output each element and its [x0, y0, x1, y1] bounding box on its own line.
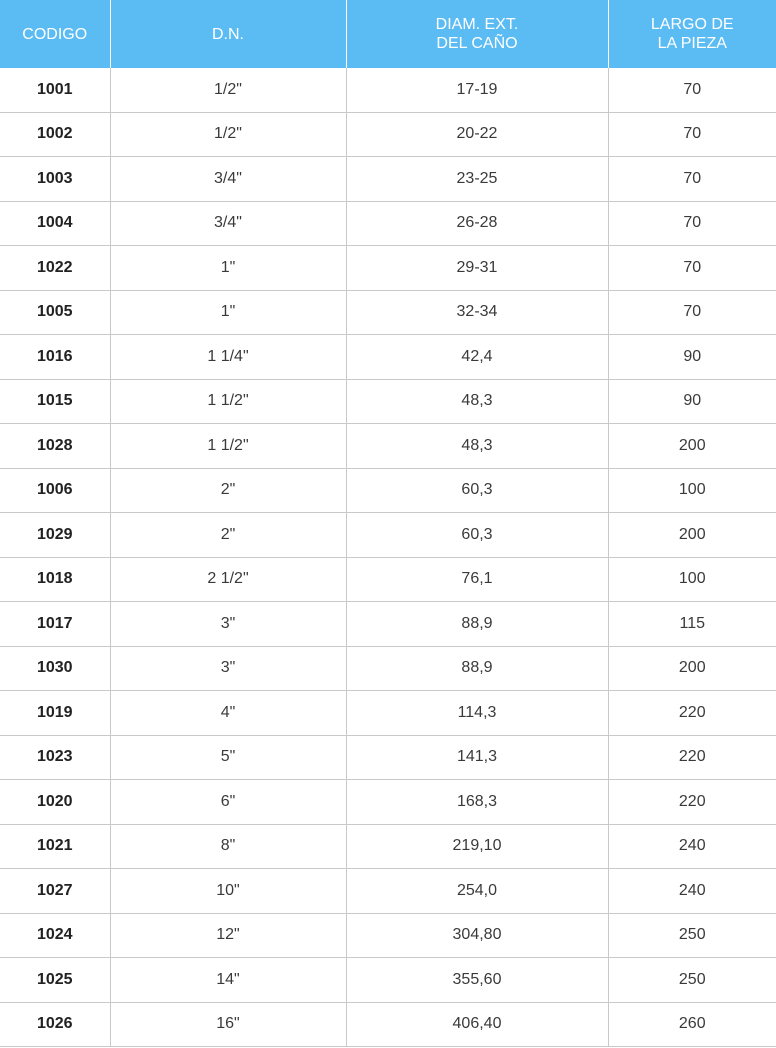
header-codigo	[0, 0, 110, 68]
cell-dn: 1"	[110, 246, 346, 291]
cell-codigo: 1027	[0, 869, 110, 914]
cell-largo: 90	[608, 379, 776, 424]
cell-largo: 200	[608, 513, 776, 558]
cell-diam-ext: 26-28	[346, 201, 608, 246]
table-row	[0, 201, 776, 246]
cell-largo: 70	[608, 201, 776, 246]
cell-codigo: 1001	[0, 68, 110, 112]
cell-dn: 14"	[110, 958, 346, 1003]
table-row	[0, 824, 776, 869]
cell-dn: 16"	[110, 1002, 346, 1047]
table-row	[0, 290, 776, 335]
cell-largo: 240	[608, 869, 776, 914]
cell-largo: 70	[608, 157, 776, 202]
cell-largo: 115	[608, 602, 776, 647]
cell-diam-ext: 20-22	[346, 112, 608, 157]
header-line: LARGO DE	[650, 16, 734, 33]
cell-codigo: 1026	[0, 1002, 110, 1047]
table-row	[0, 691, 776, 736]
cell-diam-ext: 88,9	[346, 602, 608, 647]
header-diam-ext	[346, 0, 608, 68]
cell-dn: 6"	[110, 780, 346, 825]
cell-diam-ext: 114,3	[346, 691, 608, 736]
cell-dn: 1 1/2"	[110, 379, 346, 424]
table-row	[0, 335, 776, 380]
cell-diam-ext: 304,80	[346, 913, 608, 958]
table-row	[0, 646, 776, 691]
cell-diam-ext: 355,60	[346, 958, 608, 1003]
cell-largo: 70	[608, 68, 776, 112]
cell-dn: 1/2"	[110, 112, 346, 157]
cell-dn: 2"	[110, 468, 346, 513]
header-dn	[110, 0, 346, 68]
cell-dn: 2 1/2"	[110, 557, 346, 602]
cell-largo: 250	[608, 958, 776, 1003]
cell-diam-ext: 88,9	[346, 646, 608, 691]
table-row	[0, 1002, 776, 1047]
cell-dn: 5"	[110, 735, 346, 780]
cell-codigo: 1020	[0, 780, 110, 825]
cell-diam-ext: 219,10	[346, 824, 608, 869]
cell-dn: 1"	[110, 290, 346, 335]
cell-largo: 70	[608, 246, 776, 291]
cell-largo: 100	[608, 557, 776, 602]
cell-diam-ext: 48,3	[346, 424, 608, 469]
cell-diam-ext: 60,3	[346, 513, 608, 558]
cell-dn: 3"	[110, 602, 346, 647]
header-row	[0, 0, 776, 68]
cell-largo: 70	[608, 290, 776, 335]
cell-diam-ext: 60,3	[346, 468, 608, 513]
table-row	[0, 246, 776, 291]
table-row	[0, 780, 776, 825]
cell-diam-ext: 76,1	[346, 557, 608, 602]
cell-largo: 220	[608, 691, 776, 736]
cell-largo: 260	[608, 1002, 776, 1047]
cell-codigo: 1021	[0, 824, 110, 869]
table-row	[0, 735, 776, 780]
cell-dn: 4"	[110, 691, 346, 736]
cell-codigo: 1015	[0, 379, 110, 424]
cell-dn: 1/2"	[110, 68, 346, 112]
cell-diam-ext: 168,3	[346, 780, 608, 825]
cell-dn: 3"	[110, 646, 346, 691]
cell-largo: 70	[608, 112, 776, 157]
cell-codigo: 1016	[0, 335, 110, 380]
cell-diam-ext: 17-19	[346, 68, 608, 112]
table-row	[0, 913, 776, 958]
cell-codigo: 1002	[0, 112, 110, 157]
header-line: DIAM. EXT.	[435, 16, 519, 33]
table-header	[0, 0, 776, 68]
table-row	[0, 379, 776, 424]
cell-dn: 3/4"	[110, 157, 346, 202]
cell-dn: 12"	[110, 913, 346, 958]
cell-largo: 90	[608, 335, 776, 380]
cell-codigo: 1030	[0, 646, 110, 691]
cell-dn: 1 1/4"	[110, 335, 346, 380]
table-row	[0, 958, 776, 1003]
table-row	[0, 602, 776, 647]
header-line: DEL CAÑO	[436, 35, 518, 52]
cell-codigo: 1022	[0, 246, 110, 291]
cell-codigo: 1023	[0, 735, 110, 780]
table-row	[0, 112, 776, 157]
cell-codigo: 1006	[0, 468, 110, 513]
cell-diam-ext: 141,3	[346, 735, 608, 780]
cell-diam-ext: 254,0	[346, 869, 608, 914]
cell-diam-ext: 23-25	[346, 157, 608, 202]
cell-largo: 240	[608, 824, 776, 869]
cell-dn: 2"	[110, 513, 346, 558]
header-largo	[608, 0, 776, 68]
cell-diam-ext: 406,40	[346, 1002, 608, 1047]
cell-largo: 220	[608, 780, 776, 825]
cell-largo: 200	[608, 424, 776, 469]
cell-codigo: 1028	[0, 424, 110, 469]
cell-codigo: 1005	[0, 290, 110, 335]
table-body	[0, 68, 776, 1047]
cell-dn: 3/4"	[110, 201, 346, 246]
cell-dn: 8"	[110, 824, 346, 869]
cell-largo: 220	[608, 735, 776, 780]
cell-codigo: 1017	[0, 602, 110, 647]
cell-diam-ext: 32-34	[346, 290, 608, 335]
header-line: CODIGO	[22, 25, 88, 43]
table-row	[0, 557, 776, 602]
cell-diam-ext: 29-31	[346, 246, 608, 291]
table-row	[0, 424, 776, 469]
cell-codigo: 1018	[0, 557, 110, 602]
table-row	[0, 513, 776, 558]
cell-codigo: 1003	[0, 157, 110, 202]
cell-largo: 250	[608, 913, 776, 958]
cell-dn: 1 1/2"	[110, 424, 346, 469]
cell-dn: 10"	[110, 869, 346, 914]
table-row	[0, 157, 776, 202]
table-row	[0, 468, 776, 513]
cell-codigo: 1019	[0, 691, 110, 736]
cell-codigo: 1024	[0, 913, 110, 958]
cell-diam-ext: 48,3	[346, 379, 608, 424]
cell-largo: 200	[608, 646, 776, 691]
cell-diam-ext: 42,4	[346, 335, 608, 380]
cell-codigo: 1029	[0, 513, 110, 558]
header-line: LA PIEZA	[657, 35, 727, 52]
cell-largo: 100	[608, 468, 776, 513]
header-line: D.N.	[212, 25, 244, 43]
table-row	[0, 869, 776, 914]
cell-codigo: 1004	[0, 201, 110, 246]
cell-codigo: 1025	[0, 958, 110, 1003]
table-row	[0, 68, 776, 112]
